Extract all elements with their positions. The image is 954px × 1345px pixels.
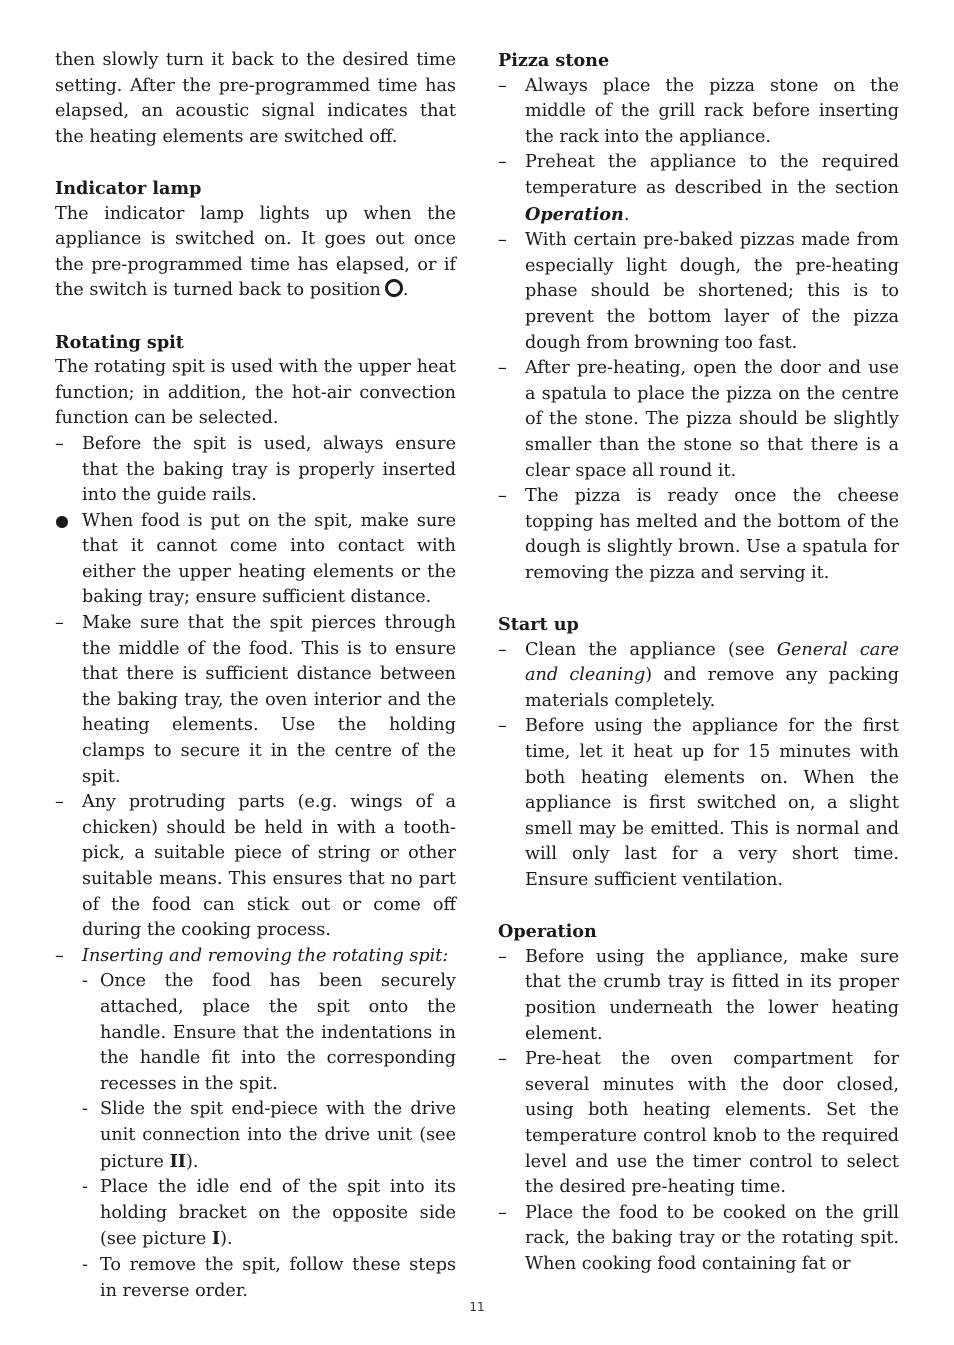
dash-marker: – [55,792,64,813]
indicator-lamp-paragraph: The indicator lamp lights up when the appliance is switched on. It goes out once the pre-programmed time has elapsed, or if the switch is turned back to position . [55,203,456,301]
sub-dash-marker: - [82,1177,88,1198]
list-item: – Make sure that the spit pierces through the middle of the food. This is to ensure that there is sufficient distance between the baking tray, the oven interior and the heating elements. Use the holding clamps to secure it in the centre of the spit. [55,613,456,787]
inserting-subheading: Inserting and removing the rotating spit: [82,945,449,966]
dash-marker: – [498,75,507,96]
list-item: – Clean the appliance (see General care and cleaning) and remove any packing materials completely. [498,639,900,711]
intro-paragraph: then slowly turn it back to the desired time setting. After the pre-programmed time has elapsed, an acoustic signal indicates that the heating elements are switched off. [55,50,456,147]
general-care-reference: General care and cleaning [525,639,899,686]
list-item: – After pre-heating, open the door and use a spatula to place the pizza on the centre of the stone. The pizza should be slightly smaller than the stone so that there is a clear space all round it. [498,358,899,481]
sub-list-item: - To remove the spit, follow these steps in reverse order. [82,1254,456,1301]
dash-marker: – [498,152,507,173]
dash-marker: – [498,486,507,507]
list-item: – With certain pre-baked pizzas made from especially light dough, the pre-heating phase should be shortened; this is to prevent the bottom layer of the pizza dough from browning too fast. [498,230,899,353]
sub-dash-marker: - [82,1099,88,1120]
pizza-stone-heading: Pizza stone [498,50,610,71]
list-item: – Always place the pizza stone on the middle of the grill rack before inserting the rack into the appliance. [498,75,899,147]
right-column [498,48,899,1278]
list-item [55,944,456,970]
dash-marker: – [55,433,64,454]
list-item: – Preheat the appliance to the required temperature as described in the section Operation. [498,152,899,225]
indicator-lamp-heading: Indicator lamp [55,177,202,199]
dash-marker: – [498,1202,507,1223]
dash-marker: – [498,230,507,251]
list-item: – Pre-heat the oven compartment for several minutes with the door closed, using both heating elements. Set the temperature control knob to the required level and use the timer control to select the desired pre-heating time. [498,1049,899,1198]
dash-marker: – [498,946,507,967]
operation-reference: Operation [525,203,624,225]
list-item-warning: When food is put on the spit, make sure that it cannot come into contact with either the upper heating elements or the baking tray; ensure sufficient distance. [55,509,456,611]
sub-dash-marker: - [82,1254,88,1275]
dash-marker: – [498,1049,507,1070]
list-item: – Any protruding parts (e.g. wings of a chicken) should be held in with a tooth-pick, a suitable piece of string or other suitable means. This ensures that no part of the food can stick out or come off during the cooking process. [55,792,456,941]
sub-list-item: - Place the idle end of the spit into its holding bracket on the opposite side (see picture I). [82,1177,456,1250]
dash-marker: – [498,639,507,660]
dash-marker: – [498,358,507,379]
dash-marker: – [55,945,64,966]
sub-list-item: - Slide the spit end-piece with the drive unit connection into the drive unit (see picture II). [82,1099,456,1172]
sub-list-item: - Once the food has been securely attached, place the spit onto the handle. Ensure that the indentations in the handle fit into the corresponding recesses in the spit. [82,971,456,1094]
list-item: – Before using the appliance, make sure that the crumb tray is fitted in its proper position underneath the lower heating element. [498,946,899,1044]
list-item: – Place the food to be cooked on the grill rack, the baking tray or the rotating spit. When cooking food containing fat or [498,1202,899,1274]
left-column [55,48,456,1304]
dash-marker: – [55,613,64,634]
list-item: – Before the spit is used, always ensure that the baking tray is properly inserted into the guide rails. [55,433,456,506]
sub-dash-marker: - [82,971,88,992]
bullet-icon [56,516,68,528]
off-position-icon [385,279,403,297]
list-item: – Before using the appliance for the first time, let it heat up for 15 minutes with both heating elements on. When the appliance is first switched on, a slight smell may be emitted. This is normal and will only last for a very short time. Ensure sufficient ventilation. [498,716,899,890]
list-item: – The pizza is ready once the cheese topping has melted and the bottom of the dough is slightly brown. Use a spatula for removing the pizza and serving it. [498,486,899,583]
dash-marker: – [498,716,507,737]
page-number: 11 [469,1300,485,1314]
rotating-spit-paragraph: The rotating spit is used with the upper heat function; in addition, the hot-air convection function can be selected. [55,357,456,429]
operation-heading: Operation [498,921,597,943]
start-up-heading: Start up [498,614,579,636]
rotating-spit-heading: Rotating spit [55,331,184,353]
